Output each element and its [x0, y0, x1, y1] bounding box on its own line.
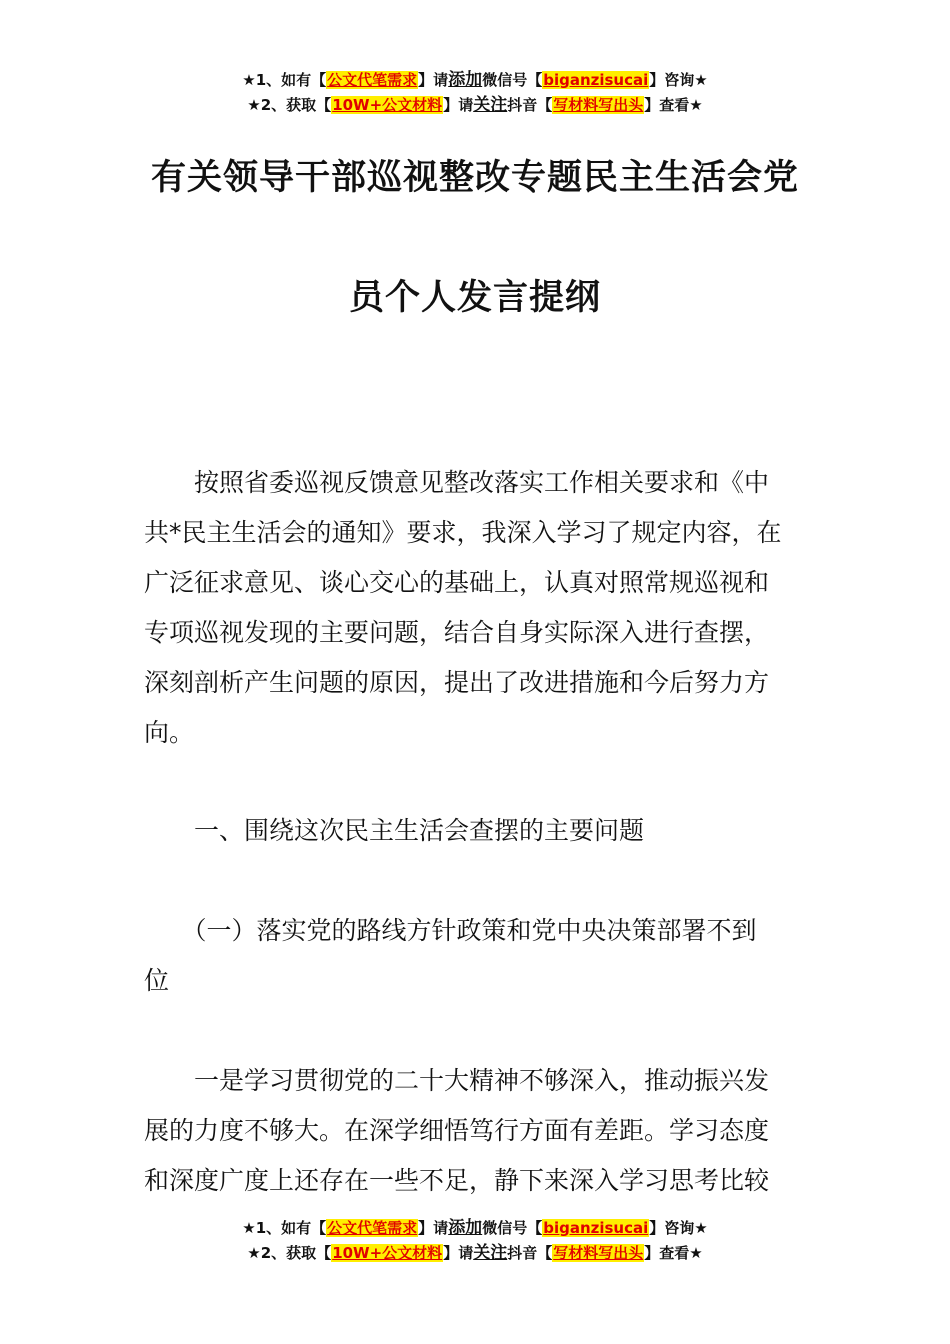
banner-text: 】请 — [418, 71, 449, 89]
emphasis-follow: 关注 — [473, 95, 508, 115]
banner-text: 】咨询★ — [649, 71, 708, 89]
intro-line: 按照省委巡视反馈意见整改落实工作相关要求和《中 — [144, 468, 770, 497]
banner-text: 抖音【 — [507, 1244, 553, 1262]
banner-text: 】查看★ — [644, 96, 703, 114]
emphasis-add: 添加 — [448, 1218, 483, 1238]
highlight-ghostwriting: 公文代笔需求 — [327, 71, 418, 89]
banner-line-2 — [0, 93, 950, 118]
point-line: 一是学习贯彻党的二十大精神不够深入，推动振兴发 — [144, 1066, 770, 1095]
banner-text: ★2、获取【 — [247, 96, 332, 114]
highlight-douyin-account: 写材料写出头 — [553, 1244, 644, 1262]
highlight-wechat-id: biganzisucai — [543, 1219, 649, 1237]
subsection-line: （一）落实党的路线方针政策和党中央决策部署不到 — [144, 916, 757, 945]
point-line: 展的力度不够大。在深学细悟笃行方面有差距。学习态度 — [144, 1116, 770, 1145]
banner-text: ★1、如有【 — [242, 1219, 327, 1237]
banner-text: 抖音【 — [507, 96, 553, 114]
point-one-paragraph — [144, 1056, 808, 1206]
banner-text: 】咨询★ — [649, 1219, 708, 1237]
highlight-materials: 10W+公文材料 — [332, 1244, 443, 1262]
banner-line-2 — [0, 1241, 950, 1266]
banner-text: 】请 — [443, 96, 474, 114]
banner-text: 】请 — [443, 1244, 474, 1262]
point-line: 和深度广度上还存在一些不足，静下来深入学习思考比较 — [144, 1166, 770, 1195]
top-banner — [0, 68, 950, 118]
bottom-banner — [0, 1216, 950, 1266]
banner-text: 】查看★ — [644, 1244, 703, 1262]
document-title-line-2: 员个人发言提纲 — [348, 278, 601, 318]
highlight-ghostwriting: 公文代笔需求 — [327, 1219, 418, 1237]
highlight-wechat-id: biganzisucai — [543, 71, 649, 89]
intro-line: 广泛征求意见、谈心交心的基础上，认真对照常规巡视和 — [144, 568, 770, 597]
subsection-heading — [144, 906, 808, 1006]
section-heading — [144, 806, 808, 856]
banner-line-1 — [0, 1216, 950, 1241]
banner-text: 微信号【 — [482, 1219, 543, 1237]
intro-line: 专项巡视发现的主要问题，结合自身实际深入进行查摆， — [144, 618, 770, 647]
banner-text: 】请 — [418, 1219, 449, 1237]
highlight-douyin-account: 写材料写出头 — [553, 96, 644, 114]
emphasis-follow: 关注 — [473, 1243, 508, 1263]
banner-text: ★1、如有【 — [242, 71, 327, 89]
document-title-line-1: 有关领导干部巡视整改专题民主生活会党 — [150, 158, 799, 198]
intro-line: 向。 — [144, 718, 195, 747]
banner-text: 微信号【 — [482, 71, 543, 89]
intro-paragraph — [144, 458, 808, 758]
intro-line: 深刻剖析产生问题的原因，提出了改进措施和今后努力方 — [144, 668, 770, 697]
subsection-line: 位 — [144, 966, 170, 995]
intro-line: 共*民主生活会的通知》要求，我深入学习了规定内容，在 — [144, 518, 782, 547]
section-heading-text: 一、围绕这次民主生活会查摆的主要问题 — [144, 816, 645, 845]
banner-line-1 — [0, 68, 950, 93]
emphasis-add: 添加 — [448, 70, 483, 90]
highlight-materials: 10W+公文材料 — [332, 96, 443, 114]
banner-text: ★2、获取【 — [247, 1244, 332, 1262]
